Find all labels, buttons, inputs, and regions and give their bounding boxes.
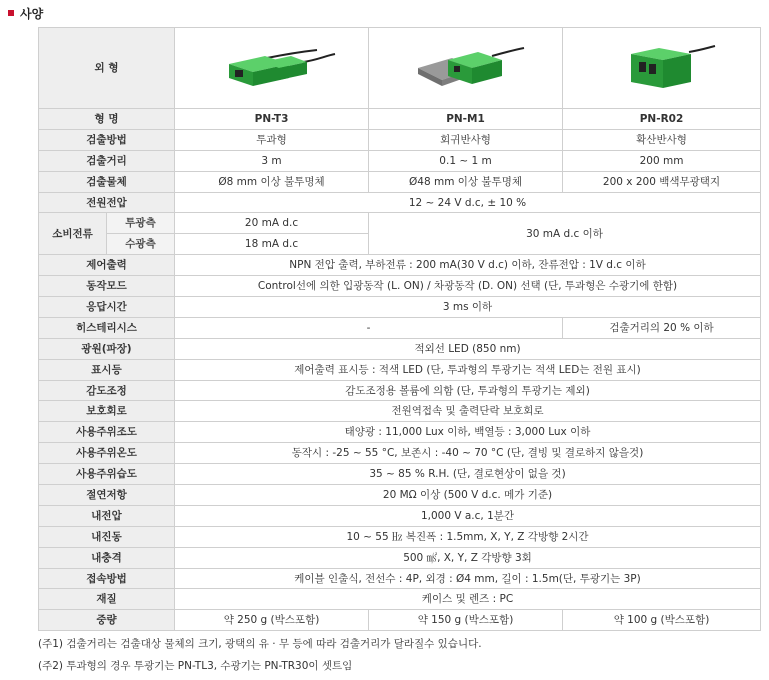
table-cell: 약 150 g (박스포함) <box>369 610 563 631</box>
sensor-reflector-icon <box>406 42 526 92</box>
table-cell: 케이블 인출식, 전선수 : 4P, 외경 : Ø4 mm, 길이 : 1.5m(단, 투광기는 3P) <box>175 568 761 589</box>
table-row-protection <box>39 401 761 422</box>
row-label: 사용주위온도 <box>39 443 175 464</box>
table-cell: 1,000 V a.c, 1분간 <box>175 505 761 526</box>
table-cell: 20 mA d.c <box>175 213 369 234</box>
table-cell: 200 mm <box>563 150 761 171</box>
section-title-text: 사양 <box>20 6 44 21</box>
table-row-output <box>39 255 761 276</box>
row-label: 동작모드 <box>39 276 175 297</box>
footnote: (주1) 검출거리는 검출대상 물체의 크기, 광택의 유 · 무 등에 따라 검출거리가 달라질수 있습니다. <box>38 638 482 650</box>
table-cell: 0.1 ~ 1 m <box>369 150 563 171</box>
table-cell: 200 x 200 백색무광택지 <box>563 171 761 192</box>
table-cell: 3 ms 이하 <box>175 297 761 318</box>
product-image-pn-t3 <box>175 28 369 109</box>
table-cell: 전원역접속 및 출력단락 보호회로 <box>175 401 761 422</box>
table-cell: 케이스 및 렌즈 : PC <box>175 589 761 610</box>
footnotes <box>38 633 482 677</box>
row-label: 표시등 <box>39 359 175 380</box>
table-row-connection <box>39 568 761 589</box>
row-label: 중량 <box>39 610 175 631</box>
table-cell: 10 ~ 55 ㎐ 복진폭 : 1.5mm, X, Y, Z 각방향 2시간 <box>175 526 761 547</box>
table-row-object <box>39 171 761 192</box>
table-row-mode <box>39 276 761 297</box>
table-row-model <box>39 109 761 130</box>
row-label: 검출방법 <box>39 129 175 150</box>
table-cell: 500 ㎨, X, Y, Z 각방향 3회 <box>175 547 761 568</box>
model-cell: PN-M1 <box>369 109 563 130</box>
table-row-appearance <box>39 28 761 109</box>
table-cell: 제어출력 표시등 : 적색 LED (단, 투과형의 투광기는 적색 LED는 전원 표시) <box>175 359 761 380</box>
row-label: 히스테리시스 <box>39 317 175 338</box>
table-cell: 3 m <box>175 150 369 171</box>
row-label: 내전압 <box>39 505 175 526</box>
product-image-pn-m1 <box>369 28 563 109</box>
table-cell: 확산반사형 <box>563 129 761 150</box>
table-cell: 투과형 <box>175 129 369 150</box>
model-cell: PN-R02 <box>563 109 761 130</box>
sensor-diffuse-icon <box>607 42 717 92</box>
table-cell: - <box>175 317 563 338</box>
row-label: 응답시간 <box>39 297 175 318</box>
table-cell: 회귀반사형 <box>369 129 563 150</box>
table-row-material <box>39 589 761 610</box>
table-cell: 태양광 : 11,000 Lux 이하, 백열등 : 3,000 Lux 이하 <box>175 422 761 443</box>
row-label: 검출거리 <box>39 150 175 171</box>
table-cell: 12 ~ 24 V d.c, ± 10 % <box>175 192 761 213</box>
row-label: 절연저항 <box>39 485 175 506</box>
model-cell: PN-T3 <box>175 109 369 130</box>
table-cell: 30 mA d.c 이하 <box>369 213 761 255</box>
spec-table <box>38 27 761 631</box>
product-image-pn-r02 <box>563 28 761 109</box>
table-row-distance <box>39 150 761 171</box>
table-row-current-tx <box>39 213 761 234</box>
row-label: 내진동 <box>39 526 175 547</box>
footnote: (주2) 투과형의 경우 투광기는 PN-TL3, 수광기는 PN-TR30이 셋트임 <box>38 660 353 672</box>
table-row-response <box>39 297 761 318</box>
table-cell: 18 mA d.c <box>175 234 369 255</box>
table-row-insulation <box>39 485 761 506</box>
row-label: 검출물체 <box>39 171 175 192</box>
row-label: 제어출력 <box>39 255 175 276</box>
row-label: 전원전압 <box>39 192 175 213</box>
row-label: 내충격 <box>39 547 175 568</box>
row-label: 형 명 <box>39 109 175 130</box>
row-label: 접속방법 <box>39 568 175 589</box>
sub-row-label: 투광측 <box>107 213 175 234</box>
row-label: 감도조정 <box>39 380 175 401</box>
table-row-shock <box>39 547 761 568</box>
row-label: 재질 <box>39 589 175 610</box>
table-row-temperature <box>39 443 761 464</box>
table-row-illuminance <box>39 422 761 443</box>
table-cell: 적외선 LED (850 nm) <box>175 338 761 359</box>
row-label: 광원(파장) <box>39 338 175 359</box>
table-cell: 검출거리의 20 % 이하 <box>563 317 761 338</box>
row-label: 소비전류 <box>39 213 107 255</box>
table-cell: 약 100 g (박스포함) <box>563 610 761 631</box>
row-label: 보호회로 <box>39 401 175 422</box>
row-label: 사용주위습도 <box>39 464 175 485</box>
table-row-sensitivity <box>39 380 761 401</box>
table-row-humidity <box>39 464 761 485</box>
table-row-indicator <box>39 359 761 380</box>
table-row-weight <box>39 610 761 631</box>
sub-row-label: 수광측 <box>107 234 175 255</box>
table-cell: Control선에 의한 입광동작 (L. ON) / 차광동작 (D. ON) 선택 (단, 투과형은 수광기에 한함) <box>175 276 761 297</box>
table-cell: Ø48 mm 이상 불투명체 <box>369 171 563 192</box>
table-cell: 약 250 g (박스포함) <box>175 610 369 631</box>
table-cell: 35 ~ 85 % R.H. (단, 결로현상이 없을 것) <box>175 464 761 485</box>
sensor-transmit-icon <box>207 42 337 92</box>
table-row-dielectric <box>39 505 761 526</box>
section-title <box>8 4 43 22</box>
table-row-method <box>39 129 761 150</box>
table-cell: Ø8 mm 이상 불투명체 <box>175 171 369 192</box>
table-row-voltage <box>39 192 761 213</box>
table-row-light <box>39 338 761 359</box>
bullet-square-icon <box>8 10 14 16</box>
table-cell: NPN 전압 출력, 부하전류 : 200 mA(30 V d.c) 이하, 잔류전압 : 1V d.c 이하 <box>175 255 761 276</box>
row-label: 사용주위조도 <box>39 422 175 443</box>
table-cell: 동작시 : -25 ~ 55 °C, 보존시 : -40 ~ 70 °C (단, 결빙 및 결로하지 않을것) <box>175 443 761 464</box>
table-cell: 20 MΩ 이상 (500 V d.c. 메가 기준) <box>175 485 761 506</box>
table-row-vibration <box>39 526 761 547</box>
row-label: 외 형 <box>39 28 175 109</box>
table-row-hysteresis <box>39 317 761 338</box>
table-cell: 감도조정용 볼륨에 의함 (단, 투과형의 투광기는 제외) <box>175 380 761 401</box>
